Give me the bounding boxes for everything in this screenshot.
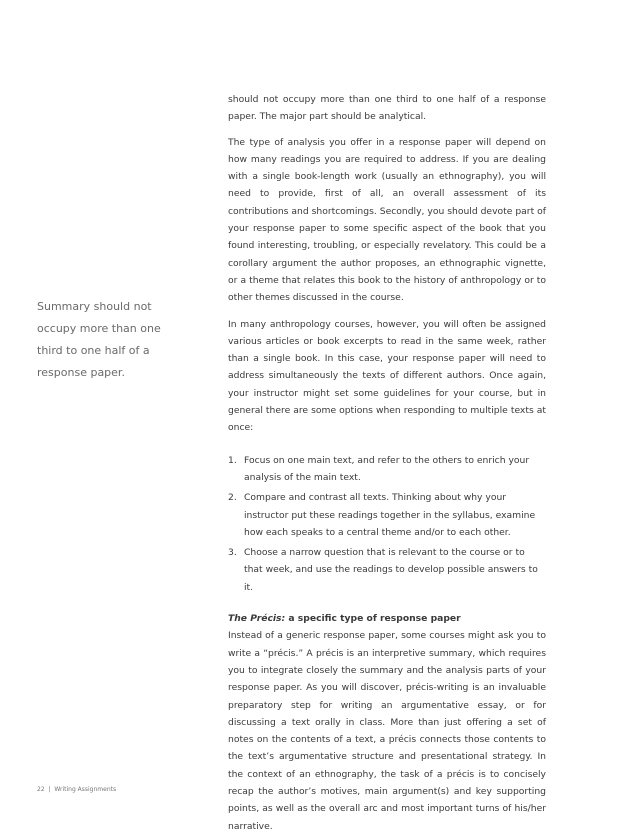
section-heading-italic: The Précis: xyxy=(228,613,286,625)
paragraph-intro: should not occupy more than one third to one half of a response paper. The major part should be analytical. xyxy=(228,94,546,123)
section-heading-precis xyxy=(228,610,546,627)
footer-section-title: Writing Assignments xyxy=(54,786,117,793)
list-text: Choose a narrow question that is relevant to the course or to that week, and use the readings to develop possible answers to it. xyxy=(244,547,538,593)
footer-separator: | xyxy=(48,786,51,793)
list-number: 3. xyxy=(228,547,237,559)
list-item xyxy=(228,544,546,596)
list-number: 2. xyxy=(228,492,237,504)
paragraph-precis: Instead of a generic response paper, some courses might ask you to write a “précis.” A précis is an interpretive summary, which requires you to integrate closely the summary and the analysis parts of your response paper. As you will discover, précis-writing is an invaluable preparatory step for writing an argumentative essay, or for discussing a text orally in class. More than just offering a set of notes on the contents of a text, a précis connects those contents to the text’s argumentative structure and presentational strategy. In the context of an ethnography, the task of a précis is to concisely recap the author’s motives, main argument(s) and key supporting points, as well as the overall arc and most important turns of his/her narrative. xyxy=(228,630,546,832)
list-number: 1. xyxy=(228,454,237,466)
paragraph-multiple-texts: In many anthropology courses, however, you will often be assigned various articles or book excerpts to read in the same week, rather than a single book. In this case, your response paper will need to address simultaneously the texts of different authors. Once again, your instructor might set some guidelines for your course, but in general there are some options when responding to multiple texts at once: xyxy=(228,318,546,434)
list-text: Focus on one main text, and refer to the others to enrich your analysis of the main text. xyxy=(244,454,530,483)
page-footer xyxy=(37,786,116,793)
page-number: 22 xyxy=(37,786,45,793)
main-text-column xyxy=(228,91,546,835)
section-heading-rest: a specific type of response paper xyxy=(285,613,461,625)
list-text: Compare and contrast all texts. Thinking about why your instructor put these readings together in the syllabus, examine how each speaks to a central theme and/or to each other. xyxy=(244,492,536,538)
paragraph-analysis: The type of analysis you offer in a response paper will depend on how many readings you are required to address. If you are dealing with a single book-length work (usually an ethnography), you will need to provide, first of all, an overall assessment of its contributions and shortcomings. Secondly, you should devote part of your response paper to some specific aspect of the book that you found interesting, troubling, or especially revelatory. This could be a corollary argument the author proposes, an ethnographic vignette, or a theme that relates this book to the history of anthropology or to other themes discussed in the course. xyxy=(228,136,546,304)
options-list xyxy=(228,452,546,596)
list-item xyxy=(228,452,546,487)
list-item xyxy=(228,489,546,541)
sidebar-pull-quote: Summary should not occupy more than one third to one half of a response paper. xyxy=(37,300,161,379)
